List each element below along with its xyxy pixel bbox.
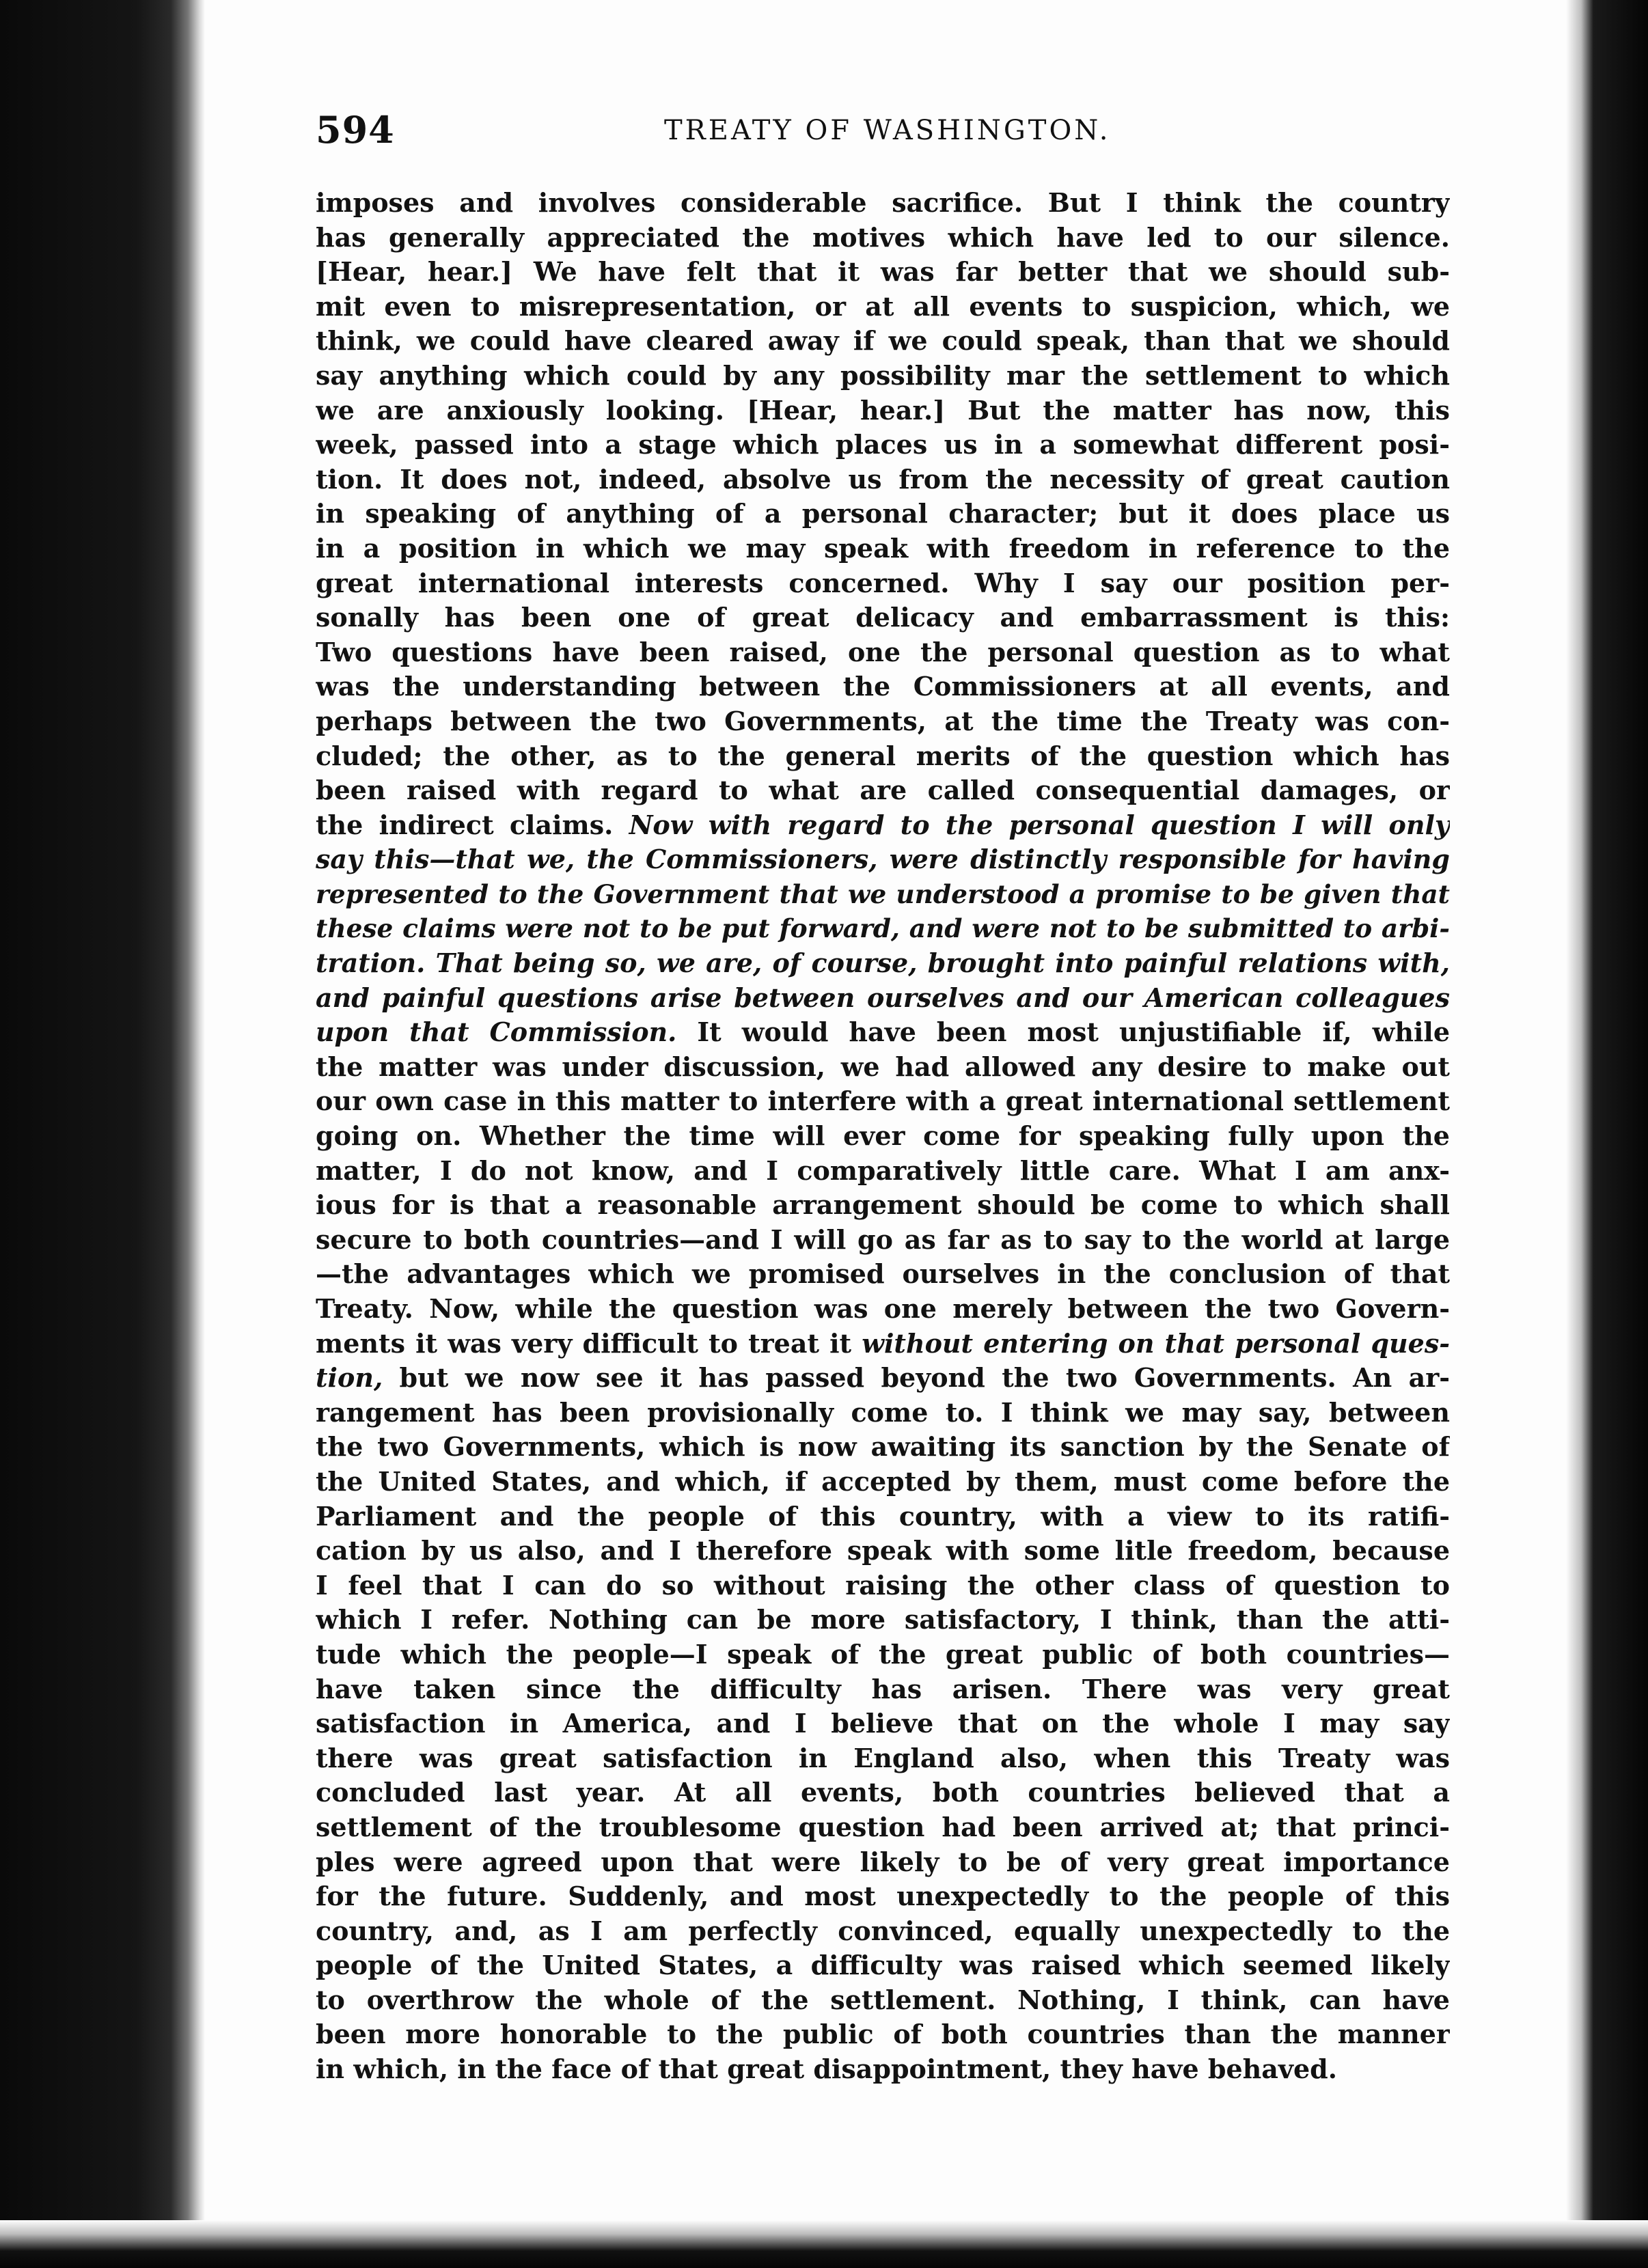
text-run: It would have been most unjustifiable if, while	[676, 1017, 1450, 1048]
text-run: satisfaction in America, and I believe that on the whole I may say	[316, 1708, 1450, 1739]
text-run: great international interests concerned. Why I say our position per-	[316, 567, 1450, 598]
italic-text-run: without entering on that personal ques-	[862, 1327, 1450, 1359]
text-line	[316, 1534, 1450, 1568]
text-line	[316, 669, 1450, 704]
text-line	[316, 1257, 1450, 1292]
text-line	[316, 186, 1450, 221]
text-line	[316, 2052, 1450, 2087]
text-run: mit even to misrepresentation, or at all events to suspicion, which, we	[316, 290, 1450, 322]
text-line	[316, 704, 1450, 739]
text-run: in a position in which we may speak with freedom in reference to the	[316, 532, 1450, 564]
text-line	[316, 1948, 1450, 1983]
text-line	[316, 1119, 1450, 1154]
text-line	[316, 1223, 1450, 1258]
text-run: been more honorable to the public of both countries than the manner	[316, 2019, 1450, 2050]
text-run: ples were agreed upon that were likely to be of very great importance	[316, 1846, 1450, 1877]
right-scan-border	[1566, 0, 1648, 2268]
text-run: in which, in the face of that great disappointment, they have behaved.	[316, 2053, 1337, 2085]
bottom-scan-border	[0, 2220, 1648, 2268]
text-run: concluded last year. At all events, both countries believed that a	[316, 1777, 1450, 1808]
text-line	[316, 531, 1450, 566]
text-run: but we now see it has passed beyond the two Governments. An ar-	[383, 1362, 1450, 1394]
text-run: I feel that I can do so without raising the other class of question to	[316, 1569, 1450, 1601]
text-line	[316, 2017, 1450, 2052]
text-run: has generally appreciated the motives which have led to our silence.	[316, 221, 1450, 253]
text-run: country, and, as I am perfectly convinced, equally unexpectedly to the	[316, 1915, 1450, 1946]
text-run: cluded; the other, as to the general merits of the question which has	[316, 740, 1450, 771]
text-line	[316, 359, 1450, 393]
text-run: ments it was very difficult to treat it	[316, 1327, 862, 1359]
text-line	[316, 1637, 1450, 1672]
text-line	[316, 773, 1450, 808]
text-line	[316, 428, 1450, 462]
text-line	[316, 1292, 1450, 1327]
text-run: going on. Whether the time will ever come for speaking fully upon the	[316, 1120, 1450, 1152]
text-line	[316, 1084, 1450, 1119]
italic-text-run: say this—that we, the Commissioners, were distinctly responsible for having	[316, 844, 1450, 875]
text-run: say anything which could by any possibility mar the settlement to which	[316, 359, 1450, 391]
text-line	[316, 739, 1450, 774]
text-run: Two questions have been raised, one the personal question as to what	[316, 636, 1450, 667]
text-line	[316, 842, 1450, 877]
italic-text-run: tration. That being so, we are, of course, brought into painful relations with,	[316, 948, 1450, 979]
text-line	[316, 1050, 1450, 1085]
text-run: ious for is that a reasonable arrangement should be come to which shall	[316, 1189, 1450, 1221]
text-line	[316, 290, 1450, 324]
text-line	[316, 462, 1450, 497]
text-run: —the advantages which we promised ourselves in the conclusion of that	[316, 1258, 1450, 1290]
body-text	[316, 186, 1450, 2087]
text-run: imposes and involves considerable sacrifice. But I think the country	[316, 187, 1450, 218]
text-run: been raised with regard to what are called consequential damages, or	[316, 775, 1450, 806]
text-line	[316, 1810, 1450, 1845]
text-run: the indirect claims.	[316, 809, 629, 840]
italic-text-run: these claims were not to be put forward, and were not to be submitted to arbi-	[316, 913, 1450, 944]
text-run: the United States, and which, if accepted by them, must come before the	[316, 1465, 1450, 1497]
text-line	[316, 1914, 1450, 1949]
text-run: week, passed into a stage which places us in a somewhat different posi-	[316, 429, 1450, 460]
text-line	[316, 946, 1450, 981]
italic-text-run: upon that Commission.	[316, 1017, 677, 1048]
text-line	[316, 1188, 1450, 1223]
text-run: secure to both countries—and I will go as far as to say to the world at large	[316, 1223, 1450, 1255]
text-line	[316, 1741, 1450, 1776]
text-line	[316, 1499, 1450, 1534]
italic-text-run: and painful questions arise between ourselves and our American colleagues	[316, 982, 1450, 1013]
text-run: was the understanding between the Commissioners at all events, and	[316, 671, 1450, 702]
text-line	[316, 1465, 1450, 1499]
text-run: [Hear, hear.] We have felt that it was far better that we should sub-	[316, 256, 1450, 288]
text-run: we are anxiously looking. [Hear, hear.] But the matter has now, this	[316, 394, 1450, 426]
text-run: there was great satisfaction in England also, when this Treaty was	[316, 1742, 1450, 1773]
text-run: have taken since the difficulty has arisen. There was very great	[316, 1673, 1450, 1704]
text-line	[316, 324, 1450, 359]
text-line	[316, 1706, 1450, 1741]
text-run: Parliament and the people of this country, with a view to its ratifi-	[316, 1500, 1450, 1532]
text-line	[316, 1775, 1450, 1810]
text-line	[316, 877, 1450, 912]
text-run: rangement has been provisionally come to. I think we may say, between	[316, 1396, 1450, 1428]
text-line	[316, 1603, 1450, 1637]
text-line	[316, 1430, 1450, 1465]
text-run: tude which the people—I speak of the great public of both countries—	[316, 1638, 1450, 1670]
text-line	[316, 808, 1450, 843]
text-line	[316, 1015, 1450, 1050]
text-line	[316, 566, 1450, 601]
italic-text-run: represented to the Government that we understood a promise to be given that	[316, 879, 1450, 909]
text-run: settlement of the troublesome question had been arrived at; that princi-	[316, 1811, 1450, 1842]
page-number: 594	[316, 108, 395, 152]
text-line	[316, 1845, 1450, 1880]
page-header	[316, 108, 1450, 156]
text-run: matter, I do not know, and I comparatively little care. What I am anx-	[316, 1154, 1450, 1186]
text-run: Treaty. Now, while the question was one merely between the two Govern-	[316, 1293, 1450, 1324]
text-run: people of the United States, a difficulty was raised which seemed likely	[316, 1950, 1450, 1981]
text-run: the two Governments, which is now awaiting its sanction by the Senate of	[316, 1431, 1450, 1463]
text-run: cation by us also, and I therefore speak with some litle freedom, because	[316, 1535, 1450, 1566]
text-line	[316, 981, 1450, 1016]
text-run: tion. It does not, indeed, absolve us from the necessity of great caution	[316, 463, 1450, 495]
text-run: for the future. Suddenly, and most unexpectedly to the people of this	[316, 1881, 1450, 1912]
text-line	[316, 600, 1450, 635]
text-line	[316, 1327, 1450, 1361]
text-line	[316, 635, 1450, 670]
text-run: to overthrow the whole of the settlement. Nothing, I think, can have	[316, 1984, 1450, 2015]
text-line	[316, 221, 1450, 255]
italic-text-run: tion,	[316, 1362, 383, 1394]
running-title: TREATY OF WASHINGTON.	[664, 115, 1111, 146]
text-line	[316, 1983, 1450, 2018]
text-line	[316, 255, 1450, 290]
text-line	[316, 497, 1450, 531]
text-run: which I refer. Nothing can be more satisfactory, I think, than the atti-	[316, 1604, 1450, 1635]
text-run: in speaking of anything of a personal character; but it does place us	[316, 498, 1450, 529]
text-line	[316, 1361, 1450, 1396]
text-run: perhaps between the two Governments, at the time the Treaty was con-	[316, 705, 1450, 736]
text-line	[316, 1879, 1450, 1914]
text-run: our own case in this matter to interfere with a great international settlement	[316, 1085, 1450, 1117]
text-line	[316, 1672, 1450, 1707]
text-line	[316, 1396, 1450, 1430]
text-run: think, we could have cleared away if we could speak, than that we should	[316, 325, 1450, 357]
text-run: sonally has been one of great delicacy and embarrassment is this:	[316, 602, 1450, 633]
left-scan-border	[0, 0, 205, 2268]
text-line	[316, 1154, 1450, 1189]
text-line	[316, 1568, 1450, 1603]
text-line	[316, 911, 1450, 946]
italic-text-run: Now with regard to the personal question I will only	[629, 809, 1450, 840]
text-run: the matter was under discussion, we had allowed any desire to make out	[316, 1051, 1450, 1082]
text-line	[316, 393, 1450, 428]
